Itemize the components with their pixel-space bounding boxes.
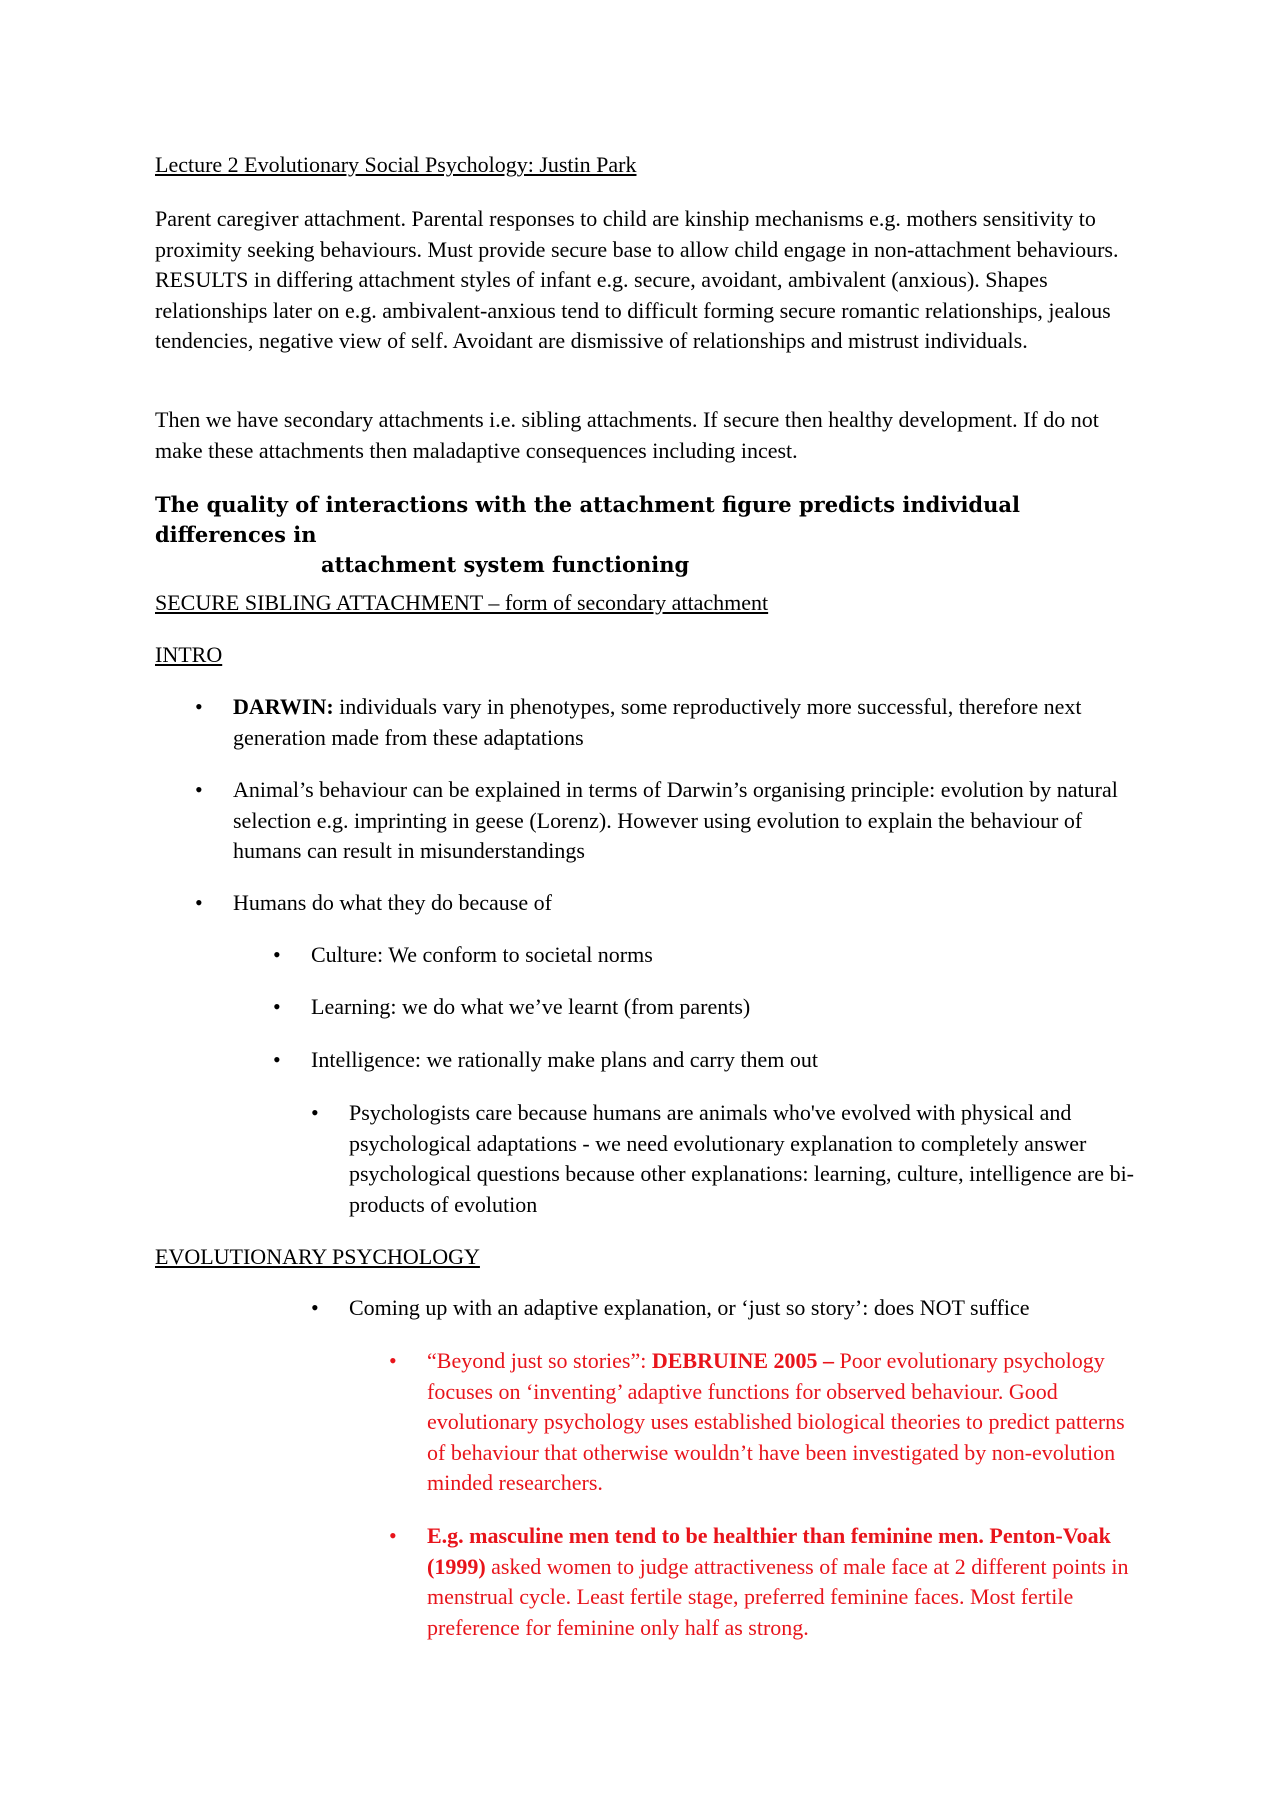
bullet-dot: • — [195, 777, 203, 802]
list-item-darwin — [195, 692, 1133, 753]
section-heading-evolutionary-psychology: EVOLUTIONARY PSYCHOLOGY — [155, 1244, 480, 1269]
debruine-citation: DEBRUINE 2005 – — [651, 1348, 835, 1373]
list-item-culture — [273, 940, 1131, 971]
section-heading-secure-sibling: SECURE SIBLING ATTACHMENT – form of secondary attachment — [155, 590, 769, 615]
penton-voak-text: asked women to judge attractiveness of male face at 2 different points in menstrual cycle. Least fertile stage, preferred feminine faces. Most fertile preference for feminine only half as strong. — [427, 1553, 1129, 1640]
bullet-dot: • — [273, 942, 281, 967]
paragraph-attachment: Parent caregiver attachment. Parental responses to child are kinship mechanisms e.g. mothers sensitivity to proximity seeking behaviours. Must provide secure base to allow child engage in non-attachment behaviours. RESULTS in differing attachment styles of infant e.g. secure, avoidant, ambivalent (anxious). Shapes relationships later on e.g. ambivalent-anxious tend to difficult forming secure romantic relationships, jealous tendencies, negative view of self. Avoidant are dismissive of relationships and mistrust individuals. — [155, 206, 1119, 353]
document-title: Lecture 2 Evolutionary Social Psychology: Justin Park — [155, 152, 637, 177]
list-item-intelligence — [273, 1045, 1131, 1076]
list-item-animal-behaviour — [195, 775, 1133, 867]
list-item-debruine — [389, 1346, 1132, 1499]
animal-behaviour-text: Animal’s behaviour can be explained in terms of Darwin’s organising principle: evolution by natural selection e.g. imprinting in geese (Lorenz). However using evolution to explain the behaviour of humans can result in misunderstandings — [233, 777, 1118, 863]
penton-voak-citation: E.g. masculine men tend to be healthier than feminine men. Penton-Voak (1999) — [427, 1523, 1111, 1579]
section-heading-intro: INTRO — [155, 642, 223, 667]
list-item-penton-voak — [389, 1521, 1132, 1643]
list-item-humans — [195, 888, 1133, 919]
bullet-dot: • — [195, 890, 203, 915]
bullet-dot: • — [311, 1100, 319, 1125]
bullet-dot: • — [311, 1295, 319, 1320]
list-item-psychologists — [311, 1098, 1139, 1220]
list-item-adaptive-explanation — [311, 1293, 1139, 1324]
bold-heading — [155, 490, 1135, 580]
psychologists-text: Psychologists care because humans are animals who've evolved with physical and psychological adaptations - we need evolutionary explanation to completely answer psychological questions because other explanations: learning, culture, intelligence are bi-products of evolution — [349, 1100, 1135, 1217]
debruine-text: Poor evolutionary psychology focuses on ‘inventing’ adaptive functions for observed behaviour. Good evolutionary psychology uses established biological theories to predict patterns of behaviour that otherwise wouldn’t have been investigated by non-evolution minded researchers. — [427, 1348, 1125, 1495]
bullet-dot: • — [273, 1047, 281, 1072]
paragraph-secondary-attachments: Then we have secondary attachments i.e. sibling attachments. If secure then healthy development. If do not make these attachments then maladaptive consequences including incest. — [155, 407, 1099, 463]
bullet-dot: • — [273, 994, 281, 1019]
bullet-dot: • — [195, 694, 203, 719]
list-item-learning — [273, 992, 1131, 1023]
bullet-dot: • — [389, 1523, 397, 1548]
adaptive-explanation-text: Coming up with an adaptive explanation, or ‘just so story’: does NOT suffice — [349, 1295, 1030, 1320]
bullet-dot: • — [389, 1348, 397, 1373]
humans-text: Humans do what they do because of — [233, 890, 552, 915]
bold-heading-line1: The quality of interactions with the attachment figure predicts individual differences in — [155, 492, 1020, 547]
bold-heading-line2: attachment system functioning — [321, 552, 690, 577]
darwin-label: DARWIN: — [233, 694, 334, 719]
darwin-text: individuals vary in phenotypes, some reproductively more successful, therefore next generation made from these adaptations — [233, 694, 1082, 750]
learning-text: Learning: we do what we’ve learnt (from parents) — [311, 994, 751, 1019]
culture-text: Culture: We conform to societal norms — [311, 942, 653, 967]
debruine-intro: “Beyond just so stories”: — [427, 1348, 652, 1373]
intelligence-text: Intelligence: we rationally make plans and carry them out — [311, 1047, 819, 1072]
